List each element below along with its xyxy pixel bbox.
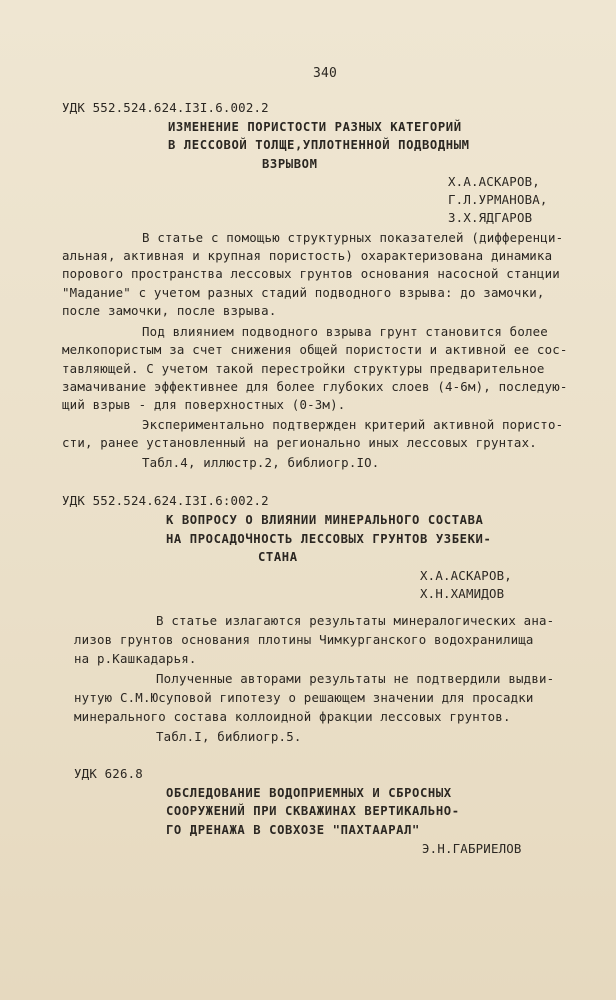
author-name: Э.Н.ГАБРИЕЛОВ	[422, 841, 522, 856]
body-line: на р.Кашкадарья.	[74, 651, 197, 666]
author-name: Х.А.АСКАРОВ,	[420, 568, 512, 583]
body-line: порового пространства лессовых грунтов основания насосной станции	[62, 266, 560, 281]
article-title-line: ГО ДРЕНАЖА В СОВХОЗЕ "ПАХТААРАЛ"	[166, 823, 420, 837]
body-line: минерального состава коллоидной фракции лессовых грунтов.	[74, 709, 511, 724]
article-title-line: СООРУЖЕНИЙ ПРИ СКВАЖИНАХ ВЕРТИКАЛЬНО-	[166, 804, 460, 818]
body-line: Экспериментально подтвержден критерий активной пористо-	[142, 417, 564, 432]
body-line: В статье с помощью структурных показателей (дифференци-	[142, 230, 564, 245]
body-line: Полученные авторами результаты не подтвердили выдви-	[156, 671, 555, 686]
article-title-line: К ВОПРОСУ О ВЛИЯНИИ МИНЕРАЛЬНОГО СОСТАВА	[166, 513, 484, 527]
author-name: Х.А.АСКАРОВ,	[448, 174, 540, 189]
udk-code: УДК 626.8	[74, 766, 143, 781]
body-line: тавляющей. С учетом такой перестройки структуры предварительное	[62, 361, 545, 376]
body-line: сти, ранее установленный на регионально иных лессовых грунтах.	[62, 435, 537, 450]
article-title-line: ИЗМЕНЕНИЕ ПОРИСТОСТИ РАЗНЫХ КАТЕГОРИЙ	[168, 120, 462, 134]
article-title-line: СТАНА	[258, 550, 298, 564]
udk-code: УДК 552.524.624.I3I.6.002.2	[62, 100, 269, 115]
author-name: Г.Л.УРМАНОВА,	[448, 192, 548, 207]
article-title-line: НА ПРОСАДОЧНОСТЬ ЛЕССОВЫХ ГРУНТОВ УЗБЕКИ-	[166, 532, 492, 546]
article-title-line: ВЗРЫВОМ	[262, 157, 318, 171]
body-line: после замочки, после взрыва.	[62, 303, 277, 318]
body-line: альная, активная и крупная пористость) охарактеризована динамика	[62, 248, 553, 263]
body-line: В статье излагаются результаты минералогических ана-	[156, 613, 555, 628]
udk-code: УДК 552.524.624.I3I.6:002.2	[62, 493, 269, 508]
body-line: "Мадание" с учетом разных стадий подводного взрыва: до замочки,	[62, 285, 545, 300]
body-line: Табл.I, библиогр.5.	[156, 729, 302, 744]
author-name: З.Х.ЯДГАРОВ	[448, 210, 533, 225]
body-line: щий взрыв - для поверхностных (0-3м).	[62, 397, 346, 412]
article-title-line: В ЛЕССОВОЙ ТОЛЩЕ,УПЛОТНЕННОЙ ПОДВОДНЫМ	[168, 138, 470, 152]
page-number: 340	[313, 66, 338, 81]
article-title-line: ОБСЛЕДОВАНИЕ ВОДОПРИЕМНЫХ И СБРОСНЫХ	[166, 786, 452, 800]
body-line: замачивание эффективнее для более глубоких слоев (4-6м), последую-	[62, 379, 568, 394]
body-line: Табл.4, иллюстр.2, библиогр.IO.	[142, 455, 380, 470]
body-line: Под влиянием подводного взрыва грунт становится более	[142, 324, 548, 339]
author-name: Х.Н.ХАМИДОВ	[420, 586, 505, 601]
body-line: лизов грунтов основания плотины Чимкурганского водохранилища	[74, 632, 534, 647]
body-line: нутую С.М.Юсуповой гипотезу о решающем значении для просадки	[74, 690, 534, 705]
body-line: мелкопористым за счет снижения общей пористости и активной ее сос-	[62, 342, 568, 357]
